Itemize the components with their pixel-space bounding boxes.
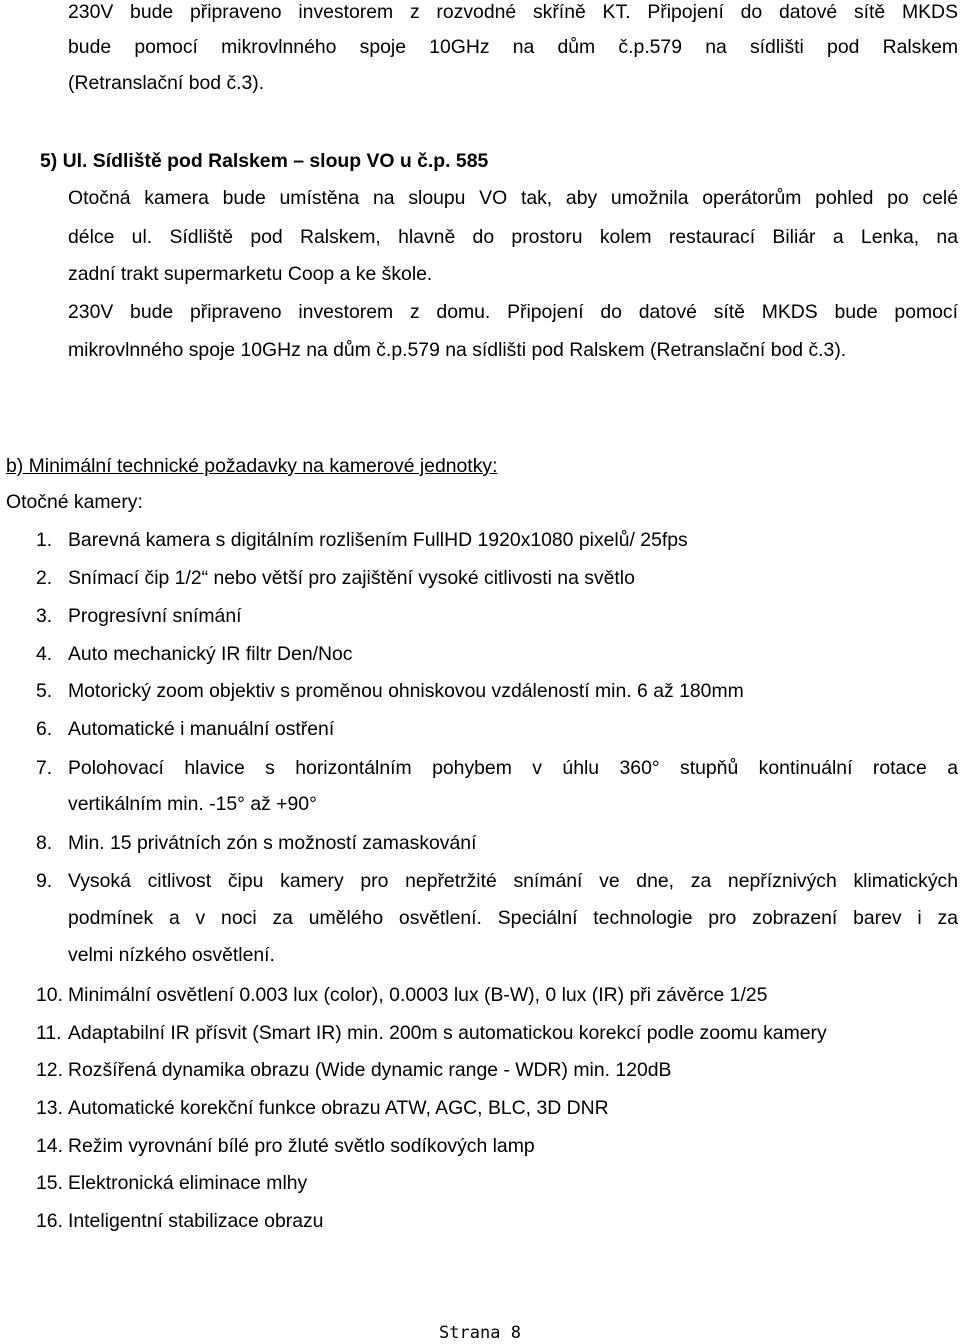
list-item-text: Automatické i manuální ostření <box>68 718 335 740</box>
intro-line-1: 230V bude připraveno investorem z rozvodné skříně KT. Připojení do datové sítě MKDS <box>68 1 958 23</box>
intro-line-3: (Retranslační bod č.3). <box>68 72 265 94</box>
list-item-text: Rozšířená dynamika obrazu (Wide dynamic range - WDR) min. 120dB <box>68 1059 672 1081</box>
page-number-footer: Strana 8 <box>439 1323 521 1343</box>
section5-line-2: délce ul. Sídliště pod Ralskem, hlavně do prostoru kolem restaurací Biliár a Lenka, na <box>68 226 958 248</box>
list-item-number: 13. <box>36 1097 63 1119</box>
list-item-text-continued: velmi nízkého osvětlení. <box>68 944 275 966</box>
list-item-text: Elektronická eliminace mlhy <box>68 1172 308 1194</box>
list-item-text: Automatické korekční funkce obrazu ATW, AGC, BLC, 3D DNR <box>68 1097 609 1119</box>
list-item-text: Snímací čip 1/2“ nebo větší pro zajištění vysoké citlivosti na světlo <box>68 567 635 589</box>
list-item-text: Režim vyrovnání bílé pro žluté světlo sodíkových lamp <box>68 1135 535 1157</box>
section5-line-4: 230V bude připraveno investorem z domu. Připojení do datové sítě MKDS bude pomocí <box>68 301 958 323</box>
list-item-number: 12. <box>36 1059 63 1081</box>
list-item-text-continued: podmínek a v noci za umělého osvětlení. Speciální technologie pro zobrazení barev i za <box>68 907 958 929</box>
intro-line-2: bude pomocí mikrovlnného spoje 10GHz na dům č.p.579 na sídlišti pod Ralskem <box>68 36 958 58</box>
list-item-number: 11. <box>36 1022 62 1044</box>
section-b-heading: b) Minimální technické požadavky na kamerové jednotky: <box>6 455 498 477</box>
list-item-number: 16. <box>36 1210 63 1232</box>
list-item-text: Minimální osvětlení 0.003 lux (color), 0.0003 lux (B-W), 0 lux (IR) při závěrce 1/25 <box>68 984 768 1006</box>
list-item-text: Motorický zoom objektiv s proměnou ohniskovou vzdáleností min. 6 až 180mm <box>68 680 744 702</box>
list-item-number: 6. <box>36 718 53 740</box>
list-item-number: 10. <box>36 984 63 1006</box>
list-item-number: 4. <box>36 643 53 665</box>
list-item-text: Barevná kamera s digitálním rozlišením FullHD 1920x1080 pixelů/ 25fps <box>68 529 688 551</box>
list-item-number: 9. <box>36 870 53 892</box>
list-item-number: 5. <box>36 680 53 702</box>
list-item-text: Polohovací hlavice s horizontálním pohybem v úhlu 360° stupňů kontinuální rotace a <box>68 757 958 779</box>
list-item-text-continued: vertikálním min. -15° až +90° <box>68 793 317 815</box>
list-item-number: 7. <box>36 757 53 779</box>
list-item-text: Vysoká citlivost čipu kamery pro nepřetržité snímání ve dne, za nepříznivých klimatických <box>68 870 958 892</box>
list-item-text: Adaptabilní IR přísvit (Smart IR) min. 200m s automatickou korekcí podle zoomu kamery <box>68 1022 827 1044</box>
section5-line-3: zadní trakt supermarketu Coop a ke škole. <box>68 263 433 285</box>
list-item-number: 2. <box>36 567 53 589</box>
list-item-number: 1. <box>36 529 53 551</box>
section-b-subheading: Otočné kamery: <box>6 491 143 513</box>
section5-line-5: mikrovlnného spoje 10GHz na dům č.p.579 na sídlišti pod Ralskem (Retranslační bod č.3). <box>68 339 847 361</box>
list-item-number: 14. <box>36 1135 63 1157</box>
list-item-number: 15. <box>36 1172 63 1194</box>
list-item-text: Inteligentní stabilizace obrazu <box>68 1210 324 1232</box>
list-item-number: 3. <box>36 605 53 627</box>
section5-line-1: Otočná kamera bude umístěna na sloupu VO tak, aby umožnila operátorům pohled po celé <box>68 187 958 209</box>
section5-heading: 5) Ul. Sídliště pod Ralskem – sloup VO u č.p. 585 <box>40 150 489 172</box>
list-item-text: Auto mechanický IR filtr Den/Noc <box>68 643 353 665</box>
list-item-text: Progresívní snímání <box>68 605 242 627</box>
list-item-number: 8. <box>36 832 53 854</box>
list-item-text: Min. 15 privátních zón s možností zamaskování <box>68 832 477 854</box>
